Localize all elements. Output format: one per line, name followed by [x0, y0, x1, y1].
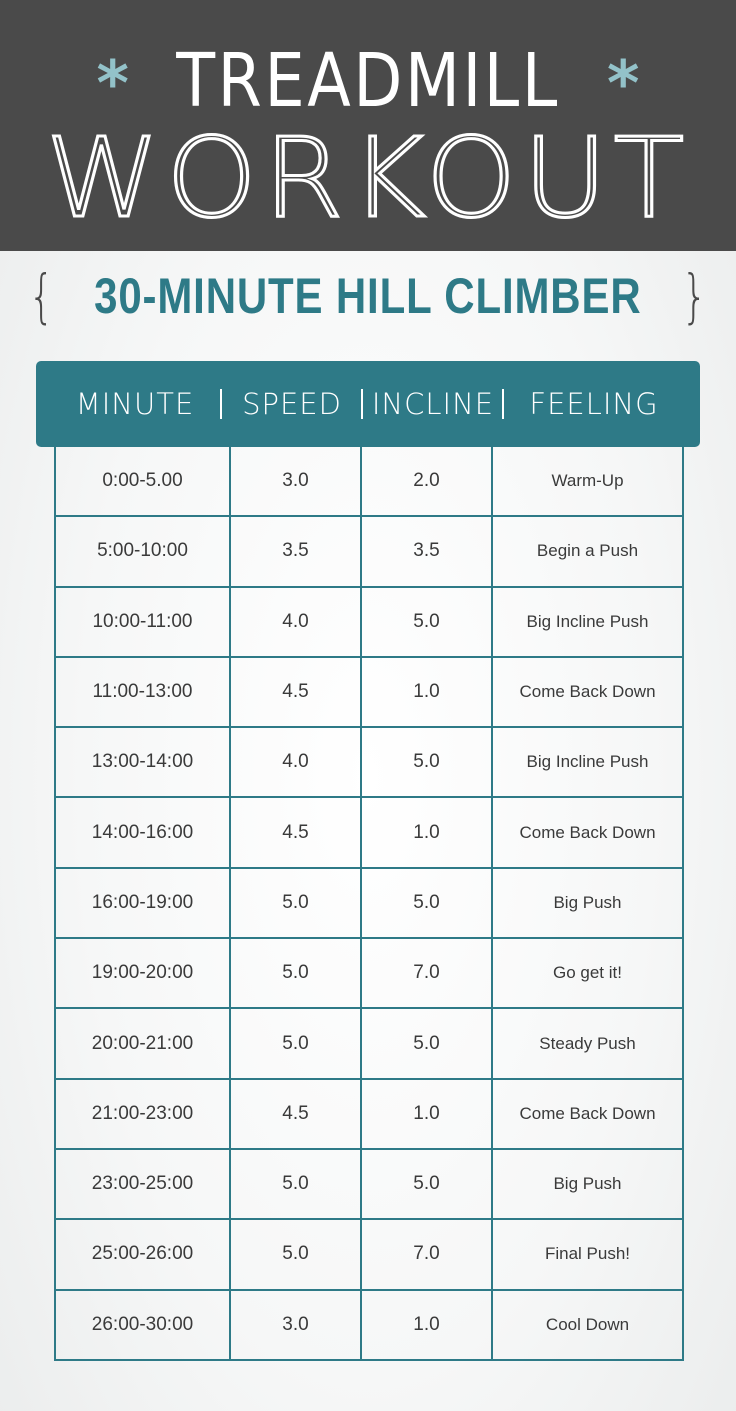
cell-minute: 21:00-23:00 — [55, 1079, 230, 1149]
cell-minute: 10:00-11:00 — [55, 587, 230, 657]
cell-minute: 13:00-14:00 — [55, 727, 230, 797]
cell-incline: 1.0 — [361, 797, 492, 867]
column-header-speed: SPEED — [242, 387, 342, 421]
cell-minute: 25:00-26:00 — [55, 1219, 230, 1289]
subtitle — [0, 258, 736, 334]
cell-feeling: Come Back Down — [492, 1079, 683, 1149]
table-row — [55, 1149, 683, 1219]
column-header-incline: INCLINE — [371, 387, 495, 421]
table-row — [55, 587, 683, 657]
cell-speed: 5.0 — [230, 938, 361, 1008]
cell-speed: 3.0 — [230, 446, 361, 516]
cell-feeling: Cool Down — [492, 1290, 683, 1360]
cell-feeling: Warm-Up — [492, 446, 683, 516]
header-divider — [220, 389, 222, 419]
cell-incline: 5.0 — [361, 868, 492, 938]
cell-speed: 4.0 — [230, 727, 361, 797]
cell-speed: 5.0 — [230, 1008, 361, 1078]
cell-minute: 11:00-13:00 — [55, 657, 230, 727]
title-treadmill: TREADMILL — [176, 38, 560, 124]
table-row — [55, 446, 683, 516]
cell-speed: 4.5 — [230, 797, 361, 867]
table-row — [55, 516, 683, 586]
cell-feeling: Come Back Down — [492, 657, 683, 727]
cell-speed: 3.5 — [230, 516, 361, 586]
cell-feeling: Big Incline Push — [492, 727, 683, 797]
cell-speed: 5.0 — [230, 1219, 361, 1289]
cell-minute: 20:00-21:00 — [55, 1008, 230, 1078]
workout-rows — [55, 446, 683, 1360]
header-divider — [361, 389, 363, 419]
cell-incline: 1.0 — [361, 1290, 492, 1360]
table-header — [36, 361, 700, 447]
header-divider — [502, 389, 504, 419]
cell-speed: 4.0 — [230, 587, 361, 657]
table-row — [55, 797, 683, 867]
table-row — [55, 727, 683, 797]
cell-speed: 5.0 — [230, 1149, 361, 1219]
cell-feeling: Big Incline Push — [492, 587, 683, 657]
cell-minute: 19:00-20:00 — [55, 938, 230, 1008]
workout-table — [54, 445, 684, 1361]
brace-right-icon: } — [681, 262, 708, 330]
cell-feeling: Come Back Down — [492, 797, 683, 867]
column-header-minute: MINUTE — [75, 387, 195, 421]
cell-feeling: Go get it! — [492, 938, 683, 1008]
subtitle-text: 30-MINUTE HILL CLIMBER — [94, 268, 642, 324]
cell-incline: 1.0 — [361, 1079, 492, 1149]
cell-speed: 4.5 — [230, 1079, 361, 1149]
title-banner — [0, 0, 736, 251]
table-row — [55, 1079, 683, 1149]
cell-incline: 5.0 — [361, 1008, 492, 1078]
cell-minute: 14:00-16:00 — [55, 797, 230, 867]
title-line-1 — [0, 38, 736, 124]
cell-incline: 5.0 — [361, 587, 492, 657]
asterisk-right-icon: * — [607, 47, 640, 120]
table-row — [55, 1219, 683, 1289]
table-row — [55, 657, 683, 727]
cell-feeling: Big Push — [492, 868, 683, 938]
brace-left-icon: { — [28, 262, 55, 330]
title-line-2 — [0, 114, 736, 242]
cell-feeling: Final Push! — [492, 1219, 683, 1289]
cell-minute: 23:00-25:00 — [55, 1149, 230, 1219]
table-row — [55, 938, 683, 1008]
cell-speed: 5.0 — [230, 868, 361, 938]
cell-feeling: Big Push — [492, 1149, 683, 1219]
column-header-feeling: FEELING — [529, 387, 659, 421]
cell-incline: 2.0 — [361, 446, 492, 516]
cell-feeling: Steady Push — [492, 1008, 683, 1078]
cell-minute: 0:00-5.00 — [55, 446, 230, 516]
cell-incline: 7.0 — [361, 938, 492, 1008]
cell-minute: 26:00-30:00 — [55, 1290, 230, 1360]
title-workout: WORKOUT — [45, 114, 691, 242]
asterisk-left-icon: * — [96, 47, 129, 120]
cell-incline: 7.0 — [361, 1219, 492, 1289]
cell-incline: 1.0 — [361, 657, 492, 727]
cell-minute: 5:00-10:00 — [55, 516, 230, 586]
cell-speed: 3.0 — [230, 1290, 361, 1360]
cell-speed: 4.5 — [230, 657, 361, 727]
table-row — [55, 868, 683, 938]
cell-minute: 16:00-19:00 — [55, 868, 230, 938]
cell-incline: 5.0 — [361, 1149, 492, 1219]
cell-incline: 5.0 — [361, 727, 492, 797]
table-row — [55, 1290, 683, 1360]
cell-feeling: Begin a Push — [492, 516, 683, 586]
cell-incline: 3.5 — [361, 516, 492, 586]
table-row — [55, 1008, 683, 1078]
